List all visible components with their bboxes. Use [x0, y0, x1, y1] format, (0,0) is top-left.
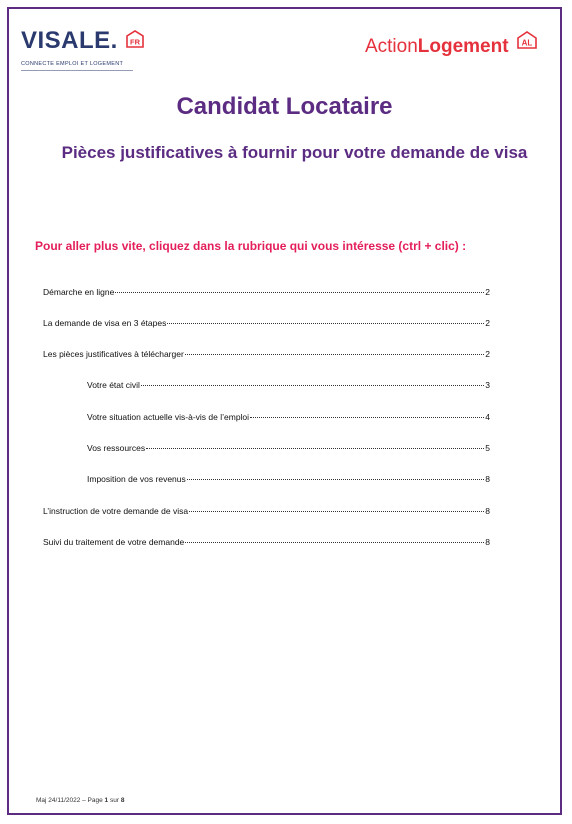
page-footer [36, 797, 124, 804]
document-page [7, 7, 562, 815]
al-badge-text: AL [521, 38, 533, 48]
toc-leader [115, 292, 484, 293]
footer-page-number: 1 [104, 797, 109, 804]
toc-item-instruction[interactable] [43, 506, 490, 520]
footer-middle: sur [108, 797, 121, 804]
toc-leader [167, 323, 484, 324]
toc-label: Votre situation actuelle vis-à-vis de l’emploi [87, 412, 250, 422]
toc-label: Imposition de vos revenus [87, 474, 186, 484]
toc-label: Suivi du traitement de votre demande [43, 537, 185, 547]
footer-prefix: Maj 24/11/2022 – Page [36, 797, 105, 804]
visale-wordmark: VISALE. [21, 27, 118, 54]
visale-fr-badge-icon [124, 30, 146, 55]
toc-item-demande-3-etapes[interactable] [43, 318, 490, 332]
toc-page: 8 [485, 537, 490, 547]
toc-label: Vos ressources [87, 443, 146, 453]
footer-page-total: 8 [120, 797, 125, 804]
toc-page: 4 [485, 412, 490, 422]
toc-item-ressources[interactable] [87, 443, 490, 457]
toc-item-suivi[interactable] [43, 537, 490, 551]
quick-access-instruction: Pour aller plus vite, cliquez dans la rubrique qui vous intéresse (ctrl + clic) : [35, 239, 467, 253]
toc-page: 3 [485, 380, 490, 390]
toc-item-imposition[interactable] [87, 474, 490, 488]
toc-item-situation-emploi[interactable] [87, 412, 490, 426]
toc-page: 8 [485, 474, 490, 484]
toc-item-etat-civil[interactable] [87, 380, 490, 394]
toc-leader [189, 511, 484, 512]
visale-logo [21, 28, 146, 71]
visale-fr-text: FR [130, 37, 141, 47]
visale-tagline: CONNECTE EMPLOI ET LOGEMENT [21, 61, 124, 67]
toc-page: 5 [485, 443, 490, 453]
al-word-light: Action [364, 36, 418, 57]
toc-leader [187, 479, 485, 480]
page-title: Candidat Locataire [176, 93, 393, 120]
toc-leader [185, 542, 484, 543]
toc-page: 2 [485, 349, 490, 359]
toc-label: Les pièces justificatives à télécharger [43, 349, 184, 359]
toc-label: Votre état civil [87, 380, 140, 390]
toc-label: La demande de visa en 3 étapes [43, 318, 167, 328]
toc-leader [146, 448, 484, 449]
toc-leader [185, 354, 484, 355]
toc-item-pieces-justificatives[interactable] [43, 349, 490, 363]
toc-page: 2 [485, 318, 490, 328]
toc-leader [250, 417, 484, 418]
page-subtitle: Pièces justificatives à fournir pour votre demande de visa [61, 143, 528, 162]
toc-page: 2 [485, 287, 490, 297]
toc-leader [141, 385, 484, 386]
action-logement-wordmark [365, 36, 509, 58]
toc-page: 8 [485, 506, 490, 516]
toc-label: Démarche en ligne [43, 287, 115, 297]
al-word-bold: Logement [417, 36, 509, 57]
toc-label: L’instruction de votre demande de visa [43, 506, 189, 516]
al-badge-icon [516, 30, 538, 55]
action-logement-logo [365, 36, 538, 58]
toc-item-demarche[interactable] [43, 287, 490, 301]
visale-underline [21, 70, 133, 71]
